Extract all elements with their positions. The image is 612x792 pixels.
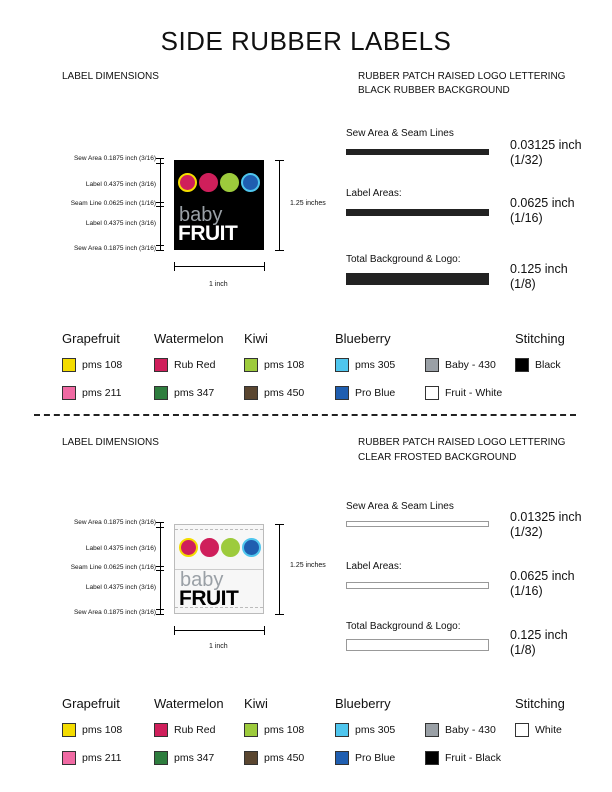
dim-seam-line: Seam Line 0.0625 inch (1/16): [70, 200, 156, 207]
blueberry-dot: [241, 173, 260, 192]
width-label-2: 1 inch: [209, 643, 228, 650]
dim-sew-area-top: Sew Area 0.1875 inch (3/16): [73, 155, 156, 162]
swatch-watermelon-2-2: pms 347: [154, 751, 214, 765]
height-dim-line-2: [279, 524, 280, 614]
grapefruit-dot-2: [179, 538, 198, 557]
swatch-kiwi-2: pms 450: [244, 386, 304, 400]
dim-label-bottom: Label 0.4375 inch (3/16): [85, 220, 156, 227]
height-label-2: 1.25 inches: [290, 562, 326, 569]
swatch-watermelon-1: Rub Red: [154, 358, 215, 372]
label-dimensions-heading-2: LABEL DIMENSIONS: [62, 437, 159, 448]
logo-baby-2: baby: [180, 569, 224, 591]
lettering-heading-2: RUBBER PATCH RAISED LOGO LETTERING: [358, 437, 566, 448]
height-dim-line: [279, 160, 280, 250]
flavor-watermelon: Watermelon: [154, 331, 224, 346]
flavor-blueberry-2: Blueberry: [335, 696, 391, 711]
swatch-grapefruit-2-2: pms 211: [62, 751, 122, 765]
flavor-kiwi: Kiwi: [244, 331, 268, 346]
bar-fraction-total-2: (1/8): [510, 643, 536, 657]
swatch-stitching: Black: [515, 358, 561, 372]
bar-value-label-2: 0.0625 inch: [510, 569, 575, 583]
swatch-kiwi-1-2: pms 108: [244, 723, 304, 737]
swatch-grapefruit-2: pms 211: [62, 386, 122, 400]
dim-label-bottom-2: Label 0.4375 inch (3/16): [85, 584, 156, 591]
logo-fruit-2: FRUIT: [179, 587, 239, 610]
width-dim-line: [174, 266, 264, 267]
dim-sew-area-bottom-2: Sew Area 0.1875 inch (3/16): [73, 609, 156, 616]
bar-total-2: [346, 639, 489, 651]
bar-fraction-total: (1/8): [510, 277, 536, 291]
bar-fraction-sew: (1/32): [510, 153, 543, 167]
swatch-watermelon-2: pms 347: [154, 386, 214, 400]
height-label: 1.25 inches: [290, 200, 326, 207]
dim-seam-line-2: Seam Line 0.0625 inch (1/16): [70, 564, 156, 571]
width-label: 1 inch: [209, 281, 228, 288]
bar-fraction-label-2: (1/16): [510, 584, 543, 598]
grapefruit-dot: [178, 173, 197, 192]
swatch-stitching-2: White: [515, 723, 562, 737]
flavor-grapefruit-2: Grapefruit: [62, 696, 120, 711]
swatch-baby: Baby - 430: [425, 358, 496, 372]
page-title: SIDE RUBBER LABELS: [160, 26, 452, 56]
bar-label-sew: Sew Area & Seam Lines: [346, 128, 454, 139]
kiwi-dot: [220, 173, 239, 192]
flavor-blueberry: Blueberry: [335, 331, 391, 346]
background-heading-2: CLEAR FROSTED BACKGROUND: [358, 452, 517, 463]
bar-label-total-2: Total Background & Logo:: [346, 621, 461, 632]
bar-sew-2: [346, 521, 489, 527]
bar-label-area-2: [346, 582, 489, 589]
logo-baby: baby: [179, 204, 223, 226]
label-dimensions-heading: LABEL DIMENSIONS: [62, 71, 159, 82]
bar-value-sew-2: 0.01325 inch: [510, 510, 582, 524]
swatch-grapefruit-1-2: pms 108: [62, 723, 122, 737]
bar-value-total-2: 0.125 inch: [510, 628, 568, 642]
swatch-blueberry-1: pms 305: [335, 358, 395, 372]
bar-label-total: Total Background & Logo:: [346, 254, 461, 265]
flavor-grapefruit: Grapefruit: [62, 331, 120, 346]
dim-bracket: [160, 158, 161, 251]
swatch-kiwi-1: pms 108: [244, 358, 304, 372]
flavor-watermelon-2: Watermelon: [154, 696, 224, 711]
dim-label-top-2: Label 0.4375 inch (3/16): [85, 545, 156, 552]
kiwi-dot-2: [221, 538, 240, 557]
flavor-stitching-2: Stitching: [515, 696, 565, 711]
flavor-stitching: Stitching: [515, 331, 565, 346]
label-preview-black: [174, 160, 264, 250]
label-preview-frosted: [174, 524, 264, 614]
bar-sew: [346, 149, 489, 155]
bar-total: [346, 273, 489, 285]
bar-fraction-label: (1/16): [510, 211, 543, 225]
bar-label-area: [346, 209, 489, 216]
bar-value-sew: 0.03125 inch: [510, 138, 582, 152]
watermelon-dot: [199, 173, 218, 192]
bar-label-label-2: Label Areas:: [346, 561, 402, 572]
background-heading: BLACK RUBBER BACKGROUND: [358, 85, 510, 96]
dim-sew-area-top-2: Sew Area 0.1875 inch (3/16): [73, 519, 156, 526]
swatch-blueberry-2: Pro Blue: [335, 386, 395, 400]
dim-label-top: Label 0.4375 inch (3/16): [85, 181, 156, 188]
bar-fraction-sew-2: (1/32): [510, 525, 543, 539]
flavor-kiwi-2: Kiwi: [244, 696, 268, 711]
lettering-heading: RUBBER PATCH RAISED LOGO LETTERING: [358, 71, 566, 82]
watermelon-dot-2: [200, 538, 219, 557]
dim-sew-area-bottom: Sew Area 0.1875 inch (3/16): [73, 245, 156, 252]
bar-value-total: 0.125 inch: [510, 262, 568, 276]
dim-bracket-2: [160, 522, 161, 615]
swatch-fruit-2: Fruit - Black: [425, 751, 501, 765]
width-dim-line-2: [174, 630, 264, 631]
swatch-blueberry-1-2: pms 305: [335, 723, 395, 737]
logo-fruit: FRUIT: [178, 222, 238, 245]
bar-label-sew-2: Sew Area & Seam Lines: [346, 501, 454, 512]
bar-label-label: Label Areas:: [346, 188, 402, 199]
blueberry-dot-2: [242, 538, 261, 557]
swatch-watermelon-1-2: Rub Red: [154, 723, 215, 737]
section-divider: [34, 414, 576, 416]
swatch-fruit: Fruit - White: [425, 386, 502, 400]
swatch-blueberry-2-2: Pro Blue: [335, 751, 395, 765]
swatch-kiwi-2-2: pms 450: [244, 751, 304, 765]
bar-value-label: 0.0625 inch: [510, 196, 575, 210]
swatch-baby-2: Baby - 430: [425, 723, 496, 737]
swatch-grapefruit-1: pms 108: [62, 358, 122, 372]
